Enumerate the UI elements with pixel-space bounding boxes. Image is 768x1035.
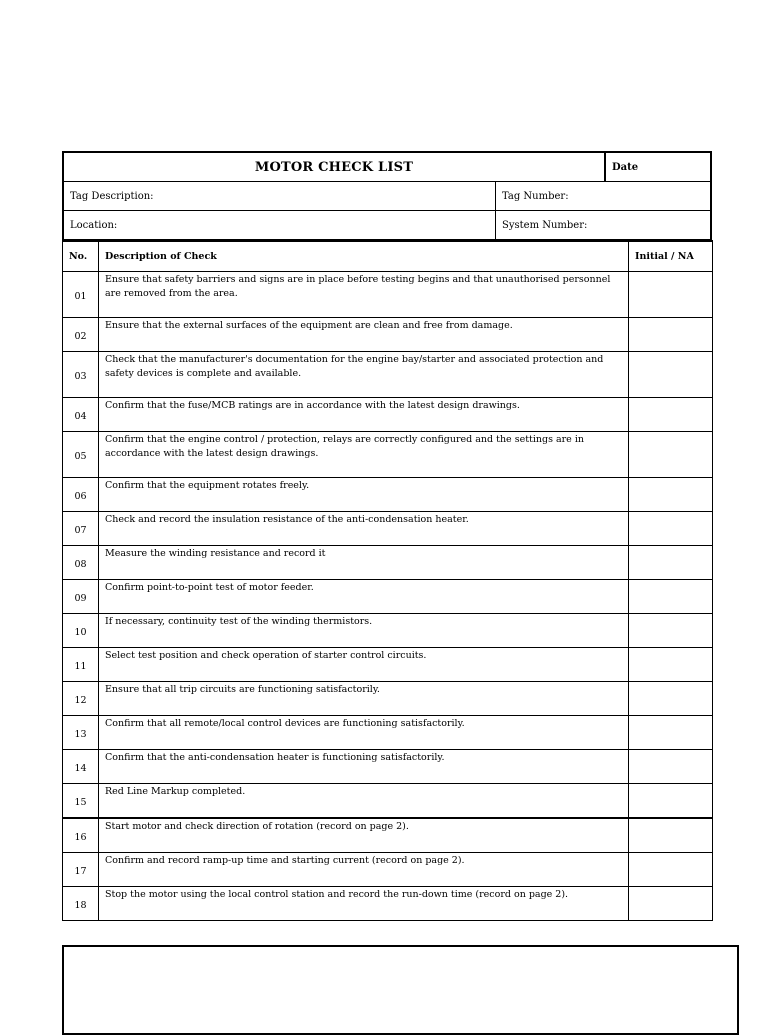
- initial-cell[interactable]: [629, 682, 713, 716]
- initial-cell[interactable]: [629, 546, 713, 580]
- table-row: [63, 784, 713, 819]
- initial-cell[interactable]: [629, 352, 713, 398]
- row-number: 15: [63, 784, 99, 819]
- tag-row: [64, 182, 710, 211]
- initial-cell[interactable]: [629, 818, 713, 853]
- row-description: Check that the manufacturer's documentation for the engine bay/starter and associated protection and safety devices is complete and available.: [99, 352, 629, 398]
- initial-cell[interactable]: [629, 398, 713, 432]
- table-row: [63, 512, 713, 546]
- table-row: [63, 318, 713, 352]
- row-number: 01: [63, 272, 99, 318]
- table-row: [63, 272, 713, 318]
- row-description: Confirm that the fuse/MCB ratings are in accordance with the latest design drawings.: [99, 398, 629, 432]
- row-description: Stop the motor using the local control station and record the run-down time (record on page 2).: [99, 887, 629, 921]
- initial-cell[interactable]: [629, 432, 713, 478]
- initial-cell[interactable]: [629, 318, 713, 352]
- table-row: [63, 614, 713, 648]
- initial-cell[interactable]: [629, 580, 713, 614]
- table-row: [63, 887, 713, 921]
- row-number: 11: [63, 648, 99, 682]
- row-number: 17: [63, 853, 99, 887]
- form-header: [62, 151, 712, 240]
- table-row: [63, 580, 713, 614]
- row-number: 07: [63, 512, 99, 546]
- table-row: [63, 432, 713, 478]
- initial-cell[interactable]: [629, 784, 713, 819]
- initial-cell[interactable]: [629, 614, 713, 648]
- location-row: [64, 211, 710, 240]
- row-description: Confirm and record ramp-up time and starting current (record on page 2).: [99, 853, 629, 887]
- row-description: Confirm that the equipment rotates freely.: [99, 478, 629, 512]
- table-row: [63, 682, 713, 716]
- initial-cell[interactable]: [629, 750, 713, 784]
- motor-check-list-form: [62, 151, 712, 921]
- row-number: 05: [63, 432, 99, 478]
- row-description: Start motor and check direction of rotation (record on page 2).: [99, 818, 629, 853]
- table-row: [63, 716, 713, 750]
- row-number: 06: [63, 478, 99, 512]
- initial-cell[interactable]: [629, 648, 713, 682]
- initial-cell[interactable]: [629, 478, 713, 512]
- check-table: [62, 240, 713, 921]
- row-number: 14: [63, 750, 99, 784]
- row-description: Confirm that the engine control / protection, relays are correctly configured and the settings are in accordance with the latest design drawings.: [99, 432, 629, 478]
- table-row: [63, 750, 713, 784]
- tag-number-field: Tag Number:: [502, 190, 569, 202]
- row-description: Ensure that safety barriers and signs are in place before testing begins and that unauthorised personnel are removed from the area.: [99, 272, 629, 318]
- row-description: Measure the winding resistance and record it: [99, 546, 629, 580]
- header-no: No.: [63, 241, 99, 272]
- initial-cell[interactable]: [629, 716, 713, 750]
- header-initial: Initial / NA: [629, 241, 713, 272]
- row-description: Check and record the insulation resistance of the anti-condensation heater.: [99, 512, 629, 546]
- row-description: Ensure that the external surfaces of the equipment are clean and free from damage.: [99, 318, 629, 352]
- initial-cell[interactable]: [629, 272, 713, 318]
- table-row: [63, 478, 713, 512]
- table-row: [63, 546, 713, 580]
- row-number: 09: [63, 580, 99, 614]
- row-number: 02: [63, 318, 99, 352]
- date-field: Date: [612, 161, 639, 173]
- table-row: [63, 352, 713, 398]
- row-number: 03: [63, 352, 99, 398]
- row-number: 10: [63, 614, 99, 648]
- table-row: [63, 648, 713, 682]
- row-number: 12: [63, 682, 99, 716]
- row-description: Red Line Markup completed.: [99, 784, 629, 819]
- title-row: [64, 153, 710, 182]
- table-row: [63, 398, 713, 432]
- tag-description-field: Tag Description:: [64, 182, 496, 210]
- table-header-row: [63, 241, 713, 272]
- header-description: Description of Check: [99, 241, 629, 272]
- row-number: 08: [63, 546, 99, 580]
- table-row: [63, 853, 713, 887]
- row-number: 13: [63, 716, 99, 750]
- initial-cell[interactable]: [629, 853, 713, 887]
- next-section-frame: [62, 945, 739, 1035]
- form-title: MOTOR CHECK LIST: [64, 153, 606, 181]
- row-description: If necessary, continuity test of the winding thermistors.: [99, 614, 629, 648]
- row-description: Select test position and check operation of starter control circuits.: [99, 648, 629, 682]
- row-number: 16: [63, 818, 99, 853]
- row-description: Confirm that the anti-condensation heater is functioning satisfactorily.: [99, 750, 629, 784]
- row-description: Confirm that all remote/local control devices are functioning satisfactorily.: [99, 716, 629, 750]
- row-number: 04: [63, 398, 99, 432]
- system-number-field: System Number:: [502, 219, 588, 231]
- row-description: Ensure that all trip circuits are functioning satisfactorily.: [99, 682, 629, 716]
- table-row: [63, 818, 713, 853]
- location-field: Location:: [64, 211, 496, 239]
- initial-cell[interactable]: [629, 887, 713, 921]
- initial-cell[interactable]: [629, 512, 713, 546]
- row-description: Confirm point-to-point test of motor feeder.: [99, 580, 629, 614]
- row-number: 18: [63, 887, 99, 921]
